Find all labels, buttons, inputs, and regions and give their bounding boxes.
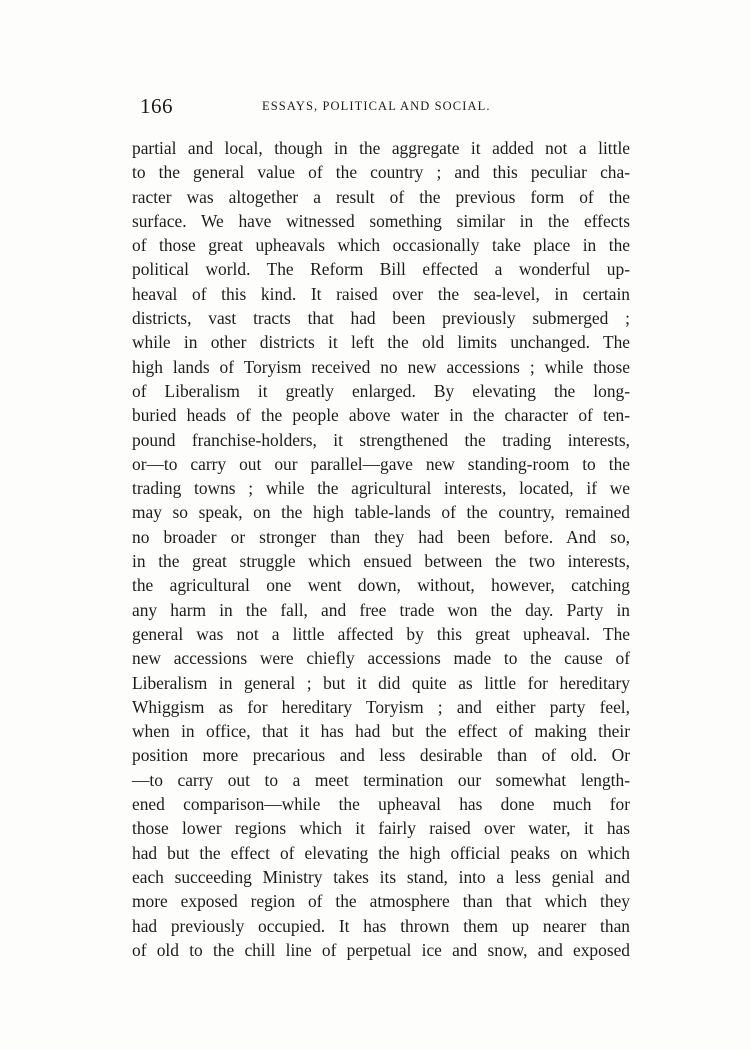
running-head xyxy=(140,94,590,118)
text-line: in the great struggle which ensued between the two interests, xyxy=(132,551,630,572)
text-line: of old to the chill line of perpetual ice and snow, and exposed xyxy=(132,939,630,960)
text-line: political world. The Reform Bill effected a wonderful up- xyxy=(132,259,630,280)
text-line: no broader or stronger than they had been before. And so, xyxy=(132,526,630,547)
text-line: trading towns ; while the agricultural interests, located, if we xyxy=(132,478,630,499)
text-line: Whiggism as for hereditary Toryism ; and either party feel, xyxy=(132,696,630,717)
text-line: partial and local, though in the aggregate it added not a little xyxy=(132,138,630,158)
text-line: pound franchise-holders, it strengthened the trading interests, xyxy=(132,429,630,450)
text-line: new accessions were chiefly accessions made to the cause of xyxy=(132,648,630,669)
text-line: while in other districts it left the old limits unchanged. The xyxy=(132,332,630,353)
text-line: buried heads of the people above water in the character of ten- xyxy=(132,405,630,426)
text-line: surface. We have witnessed something similar in the effects xyxy=(132,210,630,231)
body-text xyxy=(132,136,630,962)
text-line: more exposed region of the atmosphere than that which they xyxy=(132,891,630,912)
text-line: of those great upheavals which occasionally take place in the xyxy=(132,235,630,256)
text-line: districts, vast tracts that had been previously submerged ; xyxy=(132,308,630,329)
text-line: high lands of Toryism received no new accessions ; while those xyxy=(132,356,630,377)
text-line: racter was altogether a result of the previous form of the xyxy=(132,186,630,207)
text-line: to the general value of the country ; and this peculiar cha- xyxy=(132,162,630,183)
text-line: those lower regions which it fairly raised over water, it has xyxy=(132,818,630,839)
page-number: 166 xyxy=(140,94,173,118)
text-line: or—to carry out our parallel—gave new standing-room to the xyxy=(132,453,630,474)
text-line: when in office, that it has had but the effect of making their xyxy=(132,721,630,742)
text-line: of Liberalism it greatly enlarged. By elevating the long- xyxy=(132,380,630,401)
text-line: any harm in the fall, and free trade won the day. Party in xyxy=(132,599,630,620)
text-line: the agricultural one went down, without, however, catching xyxy=(132,575,630,596)
text-line: position more precarious and less desirable than of old. Or xyxy=(132,745,630,766)
text-line: general was not a little affected by this great upheaval. The xyxy=(132,623,630,644)
text-line: ened comparison—while the upheaval has done much for xyxy=(132,794,630,815)
text-line: had but the effect of elevating the high official peaks on which xyxy=(132,842,630,863)
text-line: had previously occupied. It has thrown them up nearer than xyxy=(132,915,630,936)
text-line: Liberalism in general ; but it did quite as little for hereditary xyxy=(132,672,630,693)
running-title: ESSAYS, POLITICAL AND SOCIAL. xyxy=(262,99,491,113)
text-line: may so speak, on the high table-lands of the country, remained xyxy=(132,502,630,523)
text-line: each succeeding Ministry takes its stand, into a less genial and xyxy=(132,866,630,887)
text-line: —to carry out to a meet termination our somewhat length- xyxy=(132,769,630,790)
text-line: heaval of this kind. It raised over the sea-level, in certain xyxy=(132,283,630,304)
